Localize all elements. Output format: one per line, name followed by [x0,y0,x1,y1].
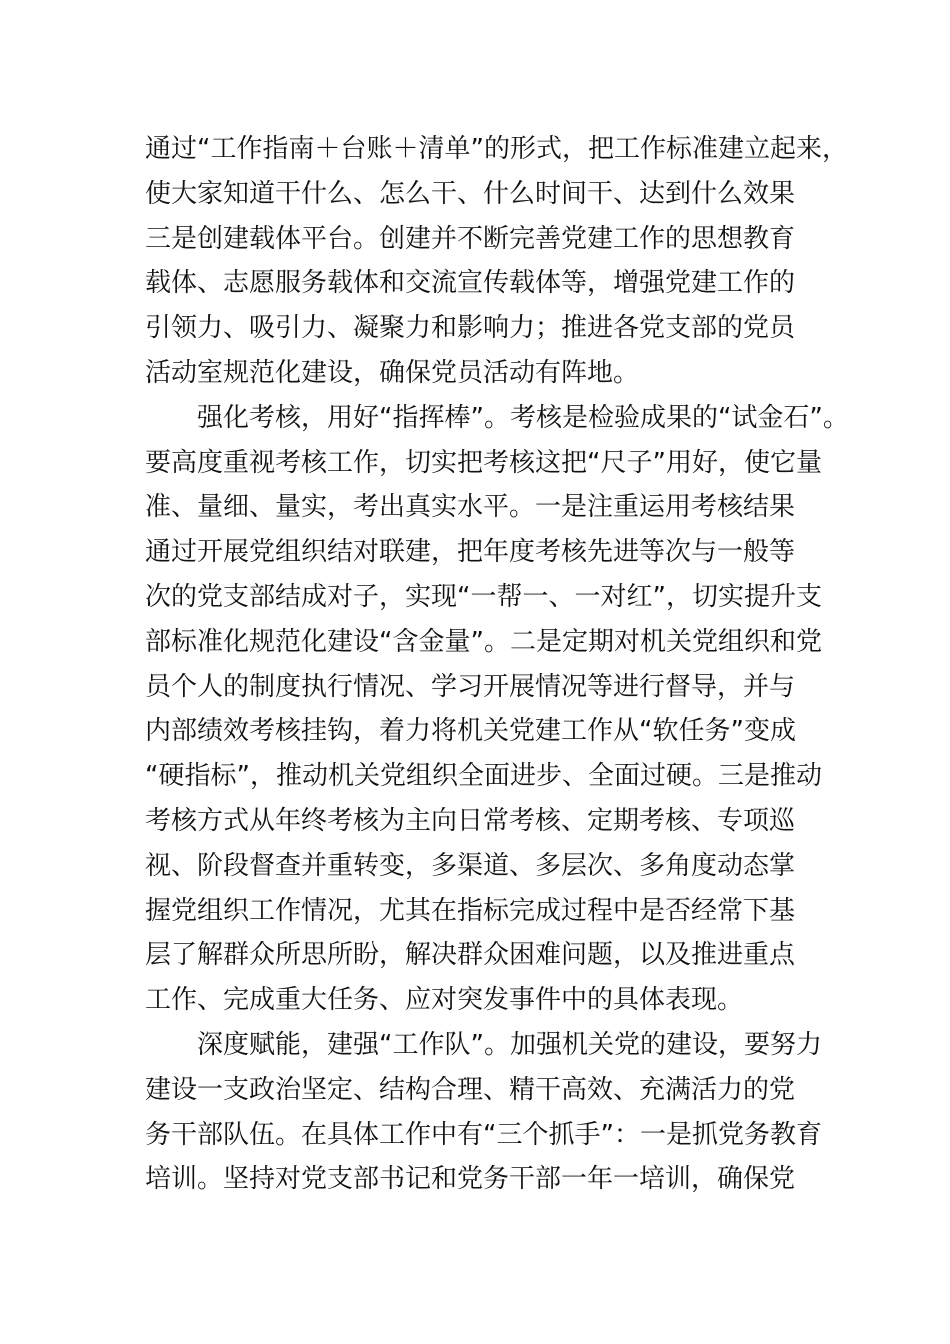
text-line: 员个人的制度执行情况、学习开展情况等进行督导，并与 [145,671,796,702]
text-line: 引领力、吸引力、凝聚力和影响力；推进各党支部的党员 [145,313,796,344]
text-line: 层了解群众所思所盼，解决群众困难问题，以及推进重点 [145,940,796,971]
text-line: 考核方式从年终考核为主向日常考核、定期考核、专项巡 [145,805,796,836]
text-line: 使大家知道干什么、怎么干、什么时间干、达到什么效果 [145,178,796,209]
body-text [145,127,849,1202]
text-line: 强化考核，用好“指挥棒”。考核是检验成果的“试金石”。 [197,402,849,433]
text-line: 通过“工作指南＋台账＋清单”的形式，把工作标准建立起来， [145,134,848,164]
text-line: 准、量细、量实，考出真实水平。一是注重运用考核结果 [145,492,796,523]
text-line: 次的党支部结成对子，实现“一帮一、一对红”，切实提升支 [145,581,822,612]
text-line: 部标准化规范化建设“含金量”。二是定期对机关党组织和党 [145,626,822,657]
text-line: “硬指标”，推动机关党组织全面进步、全面过硬。三是推动 [145,761,822,792]
text-line: 务干部队伍。在具体工作中有“三个抓手”：一是抓党务教育 [145,1119,822,1150]
text-line: 通过开展党组织结对联建，把年度考核先进等次与一般等 [145,537,796,568]
text-line: 握党组织工作情况，尤其在指标完成过程中是否经常下基 [145,895,796,926]
text-line: 内部绩效考核挂钩，着力将机关党建工作从“软任务”变成 [145,716,796,747]
text-line: 深度赋能，建强“工作队”。加强机关党的建设，要努力 [197,1029,822,1060]
text-line: 三是创建载体平台。创建并不断完善党建工作的思想教育 [145,223,796,254]
text-line: 要高度重视考核工作，切实把考核这把“尺子”用好，使它量 [145,447,822,478]
text-line: 工作、完成重大任务、应对突发事件中的具体表现。 [145,985,744,1016]
text-line: 视、阶段督查并重转变，多渠道、多层次、多角度动态掌 [145,850,796,881]
text-line: 活动室规范化建设，确保党员活动有阵地。 [145,357,640,388]
text-line: 建设一支政治坚定、结构合理、精干高效、充满活力的党 [145,1074,796,1105]
text-line: 载体、志愿服务载体和交流宣传载体等，增强党建工作的 [145,268,796,299]
text-line: 培训。坚持对党支部书记和党务干部一年一培训，确保党 [145,1164,796,1195]
